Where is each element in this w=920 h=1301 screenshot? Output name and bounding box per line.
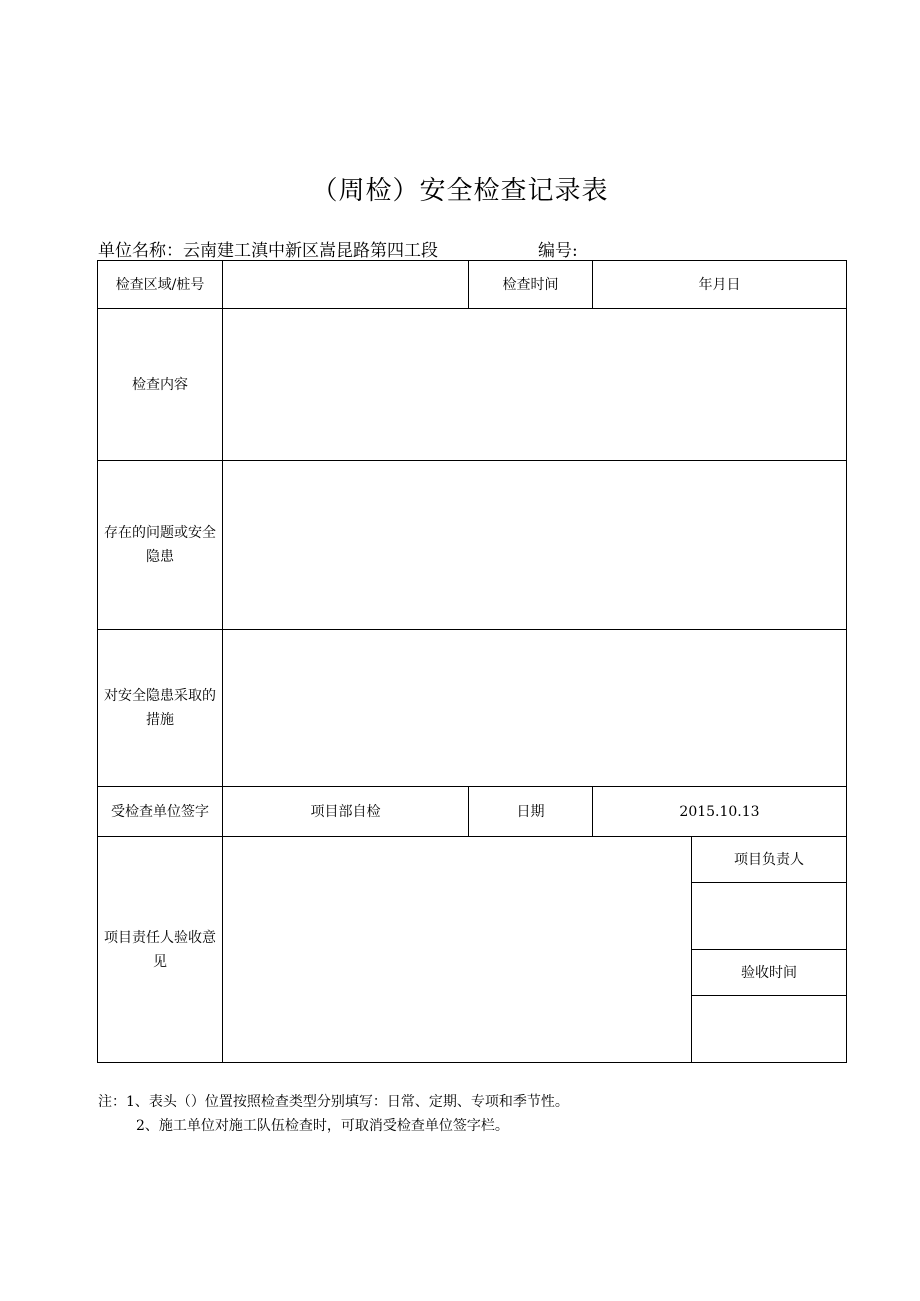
- acceptance-time-field[interactable]: [692, 996, 847, 1063]
- signed-unit-label-text: 受检查单位签字: [111, 803, 209, 820]
- signed-unit-value[interactable]: [223, 787, 469, 837]
- inspection-content-field[interactable]: [223, 309, 847, 461]
- inspection-content-label: [98, 309, 223, 461]
- table-row: [98, 787, 847, 837]
- problems-label: [98, 461, 223, 630]
- unit-name-value: 云南建工滇中新区嵩昆路第四工段: [183, 241, 438, 261]
- problems-field[interactable]: [223, 461, 847, 630]
- measures-label: [98, 630, 223, 787]
- serial-number-label: 编号:: [538, 241, 578, 261]
- signed-unit-value-text: 项目部自检: [310, 803, 381, 820]
- acceptance-time-label: [692, 950, 847, 996]
- acceptance-time-label-text: 验收时间: [741, 964, 797, 981]
- responsible-person-label-text: 项目负责人: [734, 851, 804, 868]
- inspection-time-label-text: 检查时间: [502, 276, 559, 293]
- inspection-area-label-text: 检查区域/桩号: [115, 276, 205, 293]
- table-row: [98, 837, 847, 883]
- responsible-person-label: [692, 837, 847, 883]
- inspection-time-label: [469, 261, 593, 309]
- problems-label-text: 存在的问题或安全隐患: [104, 525, 216, 565]
- date-label: [469, 787, 593, 837]
- form-title: （周检）安全检查记录表: [311, 176, 609, 206]
- form-header: [98, 236, 578, 261]
- date-label-text: 日期: [516, 803, 545, 820]
- date-value[interactable]: [593, 787, 847, 837]
- acceptance-opinion-label: [98, 837, 223, 1063]
- acceptance-opinion-label-text: 项目责任人验收意见: [104, 929, 216, 970]
- inspection-area-label: [98, 261, 223, 309]
- inspection-time-value-text: 年月日: [698, 276, 741, 293]
- measures-field[interactable]: [223, 630, 847, 787]
- unit-name-label: 单位名称：: [98, 241, 183, 261]
- inspection-area-value[interactable]: [223, 261, 469, 309]
- date-value-text: 2015.10.13: [679, 803, 760, 820]
- inspection-content-label-text: 检查内容: [132, 376, 188, 393]
- table-row: [98, 309, 847, 461]
- table-row: [98, 461, 847, 630]
- table-row: [98, 261, 847, 309]
- responsible-person-field[interactable]: [692, 883, 847, 950]
- acceptance-opinion-field[interactable]: [223, 837, 692, 1063]
- footnotes: [98, 1090, 569, 1138]
- signed-unit-label: [98, 787, 223, 837]
- note-line-1: 注：1、表头（）位置按照检查类型分别填写：日常、定期、专项和季节性。: [98, 1094, 569, 1110]
- measures-label-text: 对安全隐患采取的措施: [104, 688, 216, 728]
- table-row: [98, 630, 847, 787]
- inspection-record-table: [97, 260, 847, 1063]
- inspection-time-value[interactable]: [593, 261, 847, 309]
- note-line-2: 2、施工单位对施工队伍检查时，可取消受检查单位签字栏。: [136, 1118, 509, 1134]
